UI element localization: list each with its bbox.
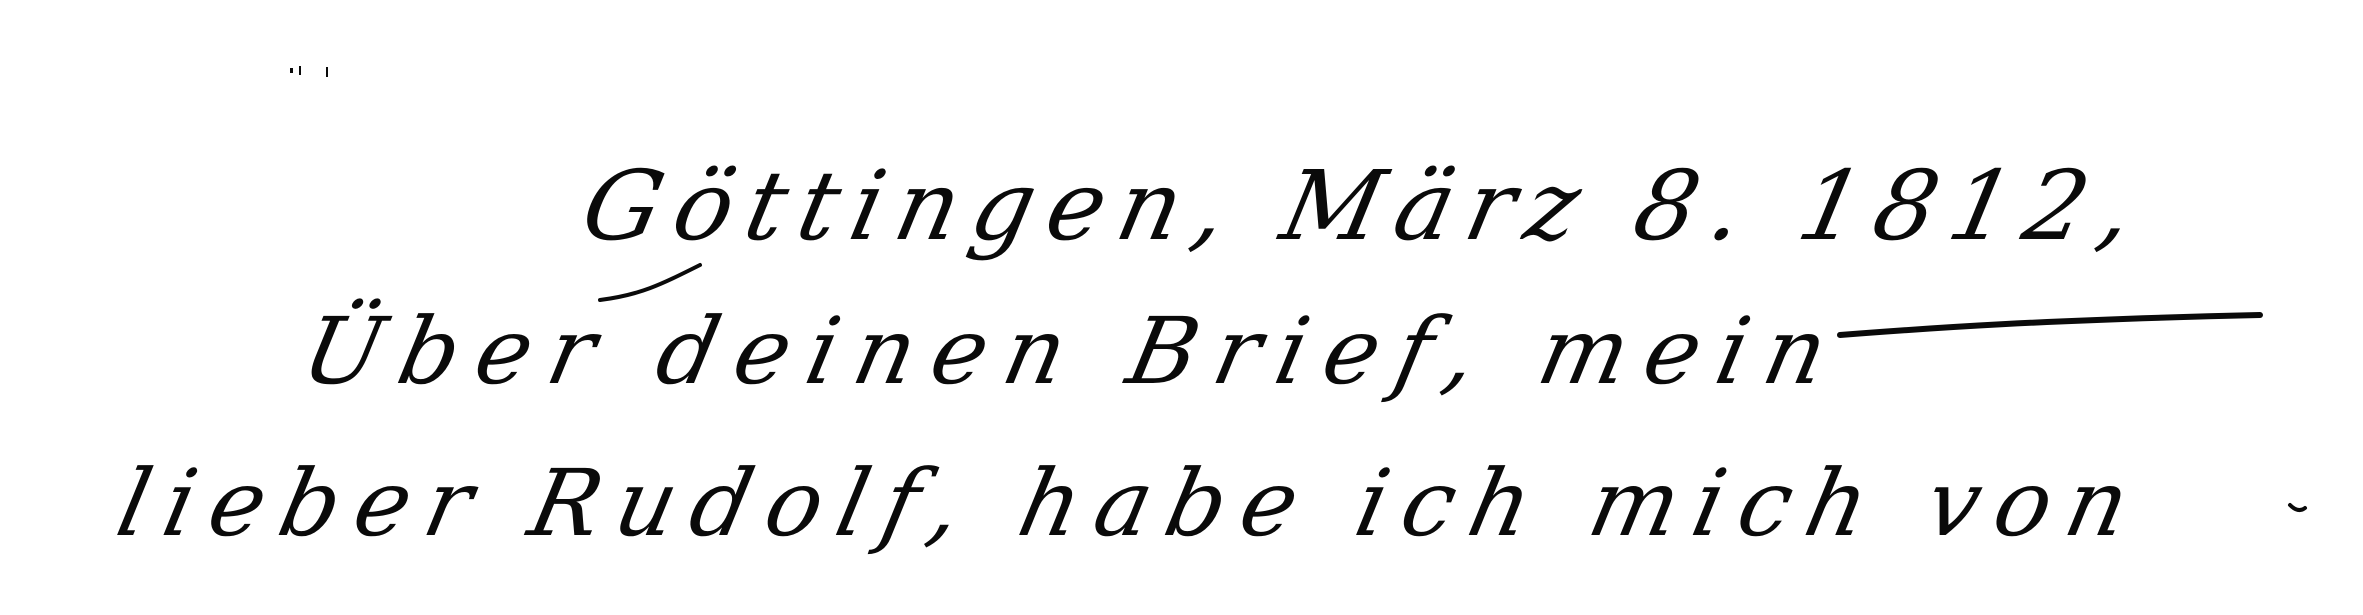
letter-line-body: lieber Rudolf, habe ich mich von xyxy=(108,450,2155,557)
ink-specks xyxy=(286,62,336,92)
letter-line-salutation: Über deinen Brief, mein xyxy=(293,298,1855,405)
letter-line-date: Göttingen, März 8. 1812, xyxy=(573,150,2158,262)
